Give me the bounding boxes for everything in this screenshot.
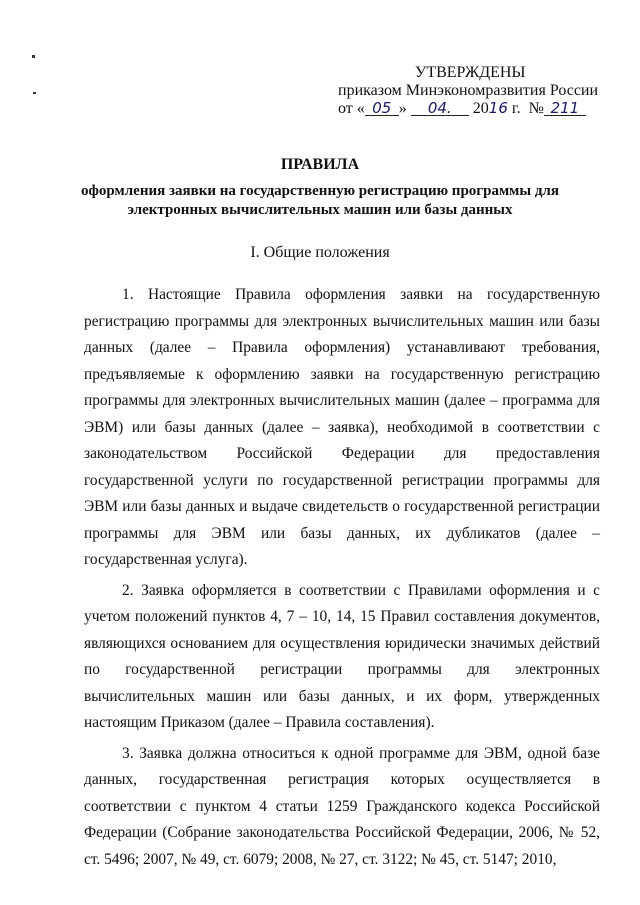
date-prefix: от « — [338, 100, 365, 117]
year-end: г. — [511, 100, 521, 117]
handwritten-month: 04. — [411, 101, 469, 116]
approval-date — [338, 100, 628, 118]
document-title: ПРАВИЛА — [280, 156, 360, 173]
subtitle-line-2: электронных вычислительных машин или базы данных — [127, 202, 513, 218]
paragraph: 1. Настоящие Правила оформления заявки на государственную регистрацию программы для электронных вычислительных машин или базы данных (далее – Правила оформления) устанавливают требования, предъявляемые к оформлению заявки на государственную регистрацию программы для электронных вычислительных машин (далее – программа для ЭВМ) или базы данных (далее – заявка), необходимой в соответствии с законодательством Российской Федерации для предоставления государственной услуги по государственной регистрации программы для ЭВМ или базы данных и выдаче свидетельств о государственной регистрации программы для ЭВМ или базы данных, их дубликатов (далее – государственная услуга). — [84, 286, 600, 568]
body-text — [84, 282, 600, 873]
scan-speck — [33, 92, 36, 94]
approval-block — [338, 64, 628, 118]
date-mid: » — [398, 100, 407, 117]
approval-title: УТВЕРЖДЕНЫ — [415, 64, 526, 81]
scan-speck — [32, 55, 35, 58]
year-prefix: 20 — [472, 100, 489, 117]
paragraph: 2. Заявка оформляется в соответствии с Правилами оформления и с учетом положений пунктов 4, 7 – 10, 14, 15 Правил составления документов, являющихся основанием для осуществления юридически значимых действий по государственной регистрации программы для электронных вычислительных машин или базы данных, и их форм, утвержденных настоящим Приказом (далее – Правила составления). — [84, 581, 600, 731]
paragraph: 3. Заявка должна относиться к одной программе для ЭВМ, одной базе данных, государственная регистрация которых осуществляется в соответствии с пунктом 4 статьи 1259 Гражданского кодекса Российской Федерации (Собрание законодательства Российской Федерации, 2006, № 52, ст. 5496; 2007, № 49, ст. 6079; 2008, № 27, ст. 3122; № 45, ст. 5147; 2010, — [84, 744, 600, 868]
number-sign: № — [528, 100, 544, 117]
section-heading: I. Общие положения — [250, 244, 390, 261]
document-subtitle — [0, 182, 640, 220]
subtitle-line-1: оформления заявки на государственную регистрацию программы для — [81, 183, 559, 199]
approval-order: приказом Минэкономразвития России — [338, 82, 599, 99]
handwritten-day: 05 — [365, 101, 399, 116]
handwritten-number: 211 — [544, 101, 586, 116]
handwritten-year: 16 — [488, 99, 508, 117]
